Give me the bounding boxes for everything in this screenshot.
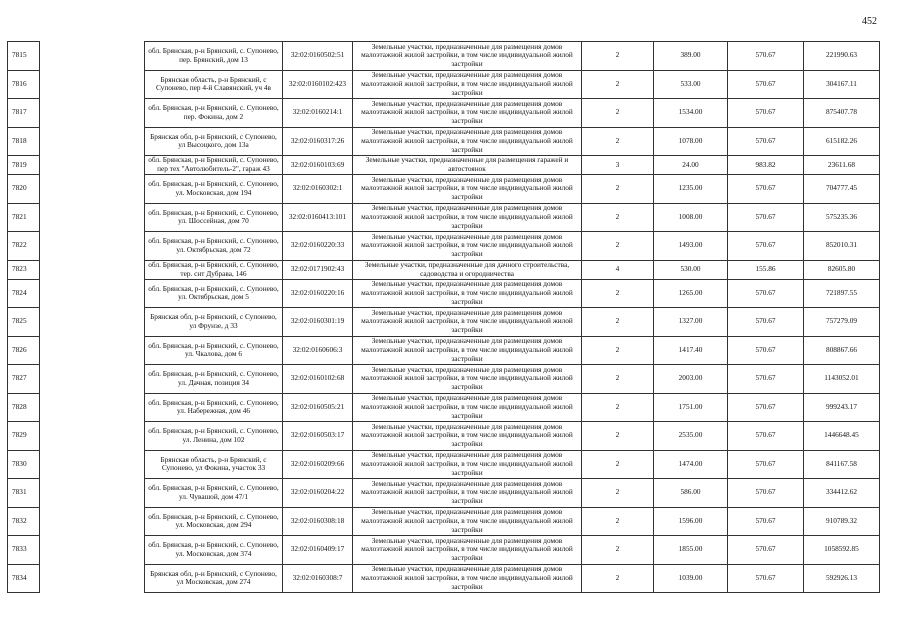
cell-spacer: [40, 175, 145, 204]
page-number: 452: [862, 16, 877, 27]
cell-group: 2: [582, 336, 654, 365]
cell-specific-value: 570.67: [728, 536, 804, 565]
table-row: [8, 232, 880, 261]
cell-group: 2: [582, 365, 654, 394]
table-row: [8, 279, 880, 308]
cell-row-number: 7831: [8, 479, 40, 508]
cell-specific-value: 155.86: [728, 260, 804, 279]
cell-cadastral-value: 1143052.01: [804, 365, 880, 394]
cell-group: 2: [582, 279, 654, 308]
cell-cadastral-number: 32:02:0160606:3: [283, 336, 353, 365]
cell-land-use-category: Земельные участки, предназначенные для размещения домов малоэтажной жилой застройки, в том числе индивидуальной жилой застройки: [353, 308, 582, 337]
cell-land-use-category: Земельные участки, предназначенные для размещения домов малоэтажной жилой застройки, в том числе индивидуальной жилой застройки: [353, 393, 582, 422]
cell-specific-value: 570.67: [728, 336, 804, 365]
cell-specific-value: 570.67: [728, 175, 804, 204]
cell-specific-value: 570.67: [728, 365, 804, 394]
cell-address: обл. Брянская, р-н Брянский, с. Супонево, ул. Шоссейная, дом 70: [145, 203, 283, 232]
cell-area: 1039.00: [654, 564, 728, 593]
cell-row-number: 7829: [8, 422, 40, 451]
cell-row-number: 7825: [8, 308, 40, 337]
cell-spacer: [40, 564, 145, 593]
cell-specific-value: 983.82: [728, 156, 804, 175]
cell-spacer: [40, 450, 145, 479]
cell-spacer: [40, 479, 145, 508]
table-row: [8, 536, 880, 565]
cell-area: 1417.40: [654, 336, 728, 365]
cell-specific-value: 570.67: [728, 279, 804, 308]
table-row: [8, 99, 880, 128]
cell-group: 2: [582, 536, 654, 565]
cell-specific-value: 570.67: [728, 99, 804, 128]
cell-address: обл. Брянская, р-н Брянский, с. Супонево, пер тех "Автолюбитель-2", гараж 43: [145, 156, 283, 175]
cell-area: 586.00: [654, 479, 728, 508]
cell-cadastral-number: 32:02:0171902:43: [283, 260, 353, 279]
table-row: [8, 336, 880, 365]
cell-group: 2: [582, 70, 654, 99]
cell-address: Брянская область, р-н Брянский, с Супонево, пер 4-й Славянский, уч 4в: [145, 70, 283, 99]
cell-specific-value: 570.67: [728, 393, 804, 422]
cell-group: 2: [582, 203, 654, 232]
cell-address: обл. Брянская, р-н Брянский, с. Супонево, ул. Московская, дом 194: [145, 175, 283, 204]
cell-spacer: [40, 308, 145, 337]
cell-area: 1235.00: [654, 175, 728, 204]
cell-row-number: 7816: [8, 70, 40, 99]
cell-area: 1855.00: [654, 536, 728, 565]
cell-land-use-category: Земельные участки, предназначенные для дачного строительства, садоводства и огородничества: [353, 260, 582, 279]
cell-group: 2: [582, 175, 654, 204]
cell-spacer: [40, 42, 145, 71]
cell-group: 2: [582, 42, 654, 71]
cell-specific-value: 570.67: [728, 422, 804, 451]
cell-group: 2: [582, 479, 654, 508]
cell-row-number: 7818: [8, 127, 40, 156]
cell-land-use-category: Земельные участки, предназначенные для размещения домов малоэтажной жилой застройки, в том числе индивидуальной жилой застройки: [353, 99, 582, 128]
table-row: [8, 507, 880, 536]
cell-cadastral-number: 32:02:0160204:22: [283, 479, 353, 508]
cell-cadastral-value: 704777.45: [804, 175, 880, 204]
cell-specific-value: 570.67: [728, 127, 804, 156]
cell-cadastral-number: 32:02:0160308:7: [283, 564, 353, 593]
cell-row-number: 7821: [8, 203, 40, 232]
cell-land-use-category: Земельные участки, предназначенные для размещения домов малоэтажной жилой застройки, в том числе индивидуальной жилой застройки: [353, 127, 582, 156]
cell-area: 1596.00: [654, 507, 728, 536]
cell-group: 2: [582, 127, 654, 156]
cell-cadastral-value: 721897.55: [804, 279, 880, 308]
cell-specific-value: 570.67: [728, 203, 804, 232]
cell-address: обл. Брянская, р-н Брянский, с. Супонево, ул. Ленина, дом 102: [145, 422, 283, 451]
cell-cadastral-number: 32:02:0160505:21: [283, 393, 353, 422]
cell-cadastral-value: 334412.62: [804, 479, 880, 508]
cell-cadastral-number: 32:02:0160102:423: [283, 70, 353, 99]
table-row: [8, 308, 880, 337]
cell-group: 4: [582, 260, 654, 279]
cell-group: 2: [582, 450, 654, 479]
cell-row-number: 7828: [8, 393, 40, 422]
cell-address: обл. Брянская, р-н Брянский, с. Супонево, ул. Московская, дом 294: [145, 507, 283, 536]
table-row: [8, 175, 880, 204]
cell-cadastral-number: 32:02:0160220:16: [283, 279, 353, 308]
cell-cadastral-number: 32:02:0160102:68: [283, 365, 353, 394]
cell-row-number: 7817: [8, 99, 40, 128]
cell-cadastral-number: 32:02:0160413:101: [283, 203, 353, 232]
cell-cadastral-number: 32:02:0160209:66: [283, 450, 353, 479]
table-body: [8, 42, 880, 593]
cell-land-use-category: Земельные участки, предназначенные для размещения домов малоэтажной жилой застройки, в том числе индивидуальной жилой застройки: [353, 365, 582, 394]
cell-group: 2: [582, 99, 654, 128]
table-row: [8, 564, 880, 593]
cell-cadastral-value: 841167.58: [804, 450, 880, 479]
cell-area: 530.00: [654, 260, 728, 279]
cell-row-number: 7833: [8, 536, 40, 565]
cell-cadastral-number: 32:02:0160220:33: [283, 232, 353, 261]
cell-spacer: [40, 507, 145, 536]
cell-address: обл. Брянская, р-н Брянский, с. Супонево, ул. Октябрьская, дом 72: [145, 232, 283, 261]
cell-address: Брянская обл, р-н Брянский, с Супонево, ул Московская, дом 274: [145, 564, 283, 593]
cell-area: 2535.00: [654, 422, 728, 451]
cell-address: обл. Брянская, р-н Брянский, с. Супонево, ул. Чкалова, дом 6: [145, 336, 283, 365]
cell-cadastral-value: 875407.78: [804, 99, 880, 128]
cell-cadastral-value: 304167.11: [804, 70, 880, 99]
cell-specific-value: 570.67: [728, 479, 804, 508]
cell-land-use-category: Земельные участки, предназначенные для размещения домов малоэтажной жилой застройки, в том числе индивидуальной жилой застройки: [353, 507, 582, 536]
cell-address: обл. Брянская, р-н Брянский, с. Супонево, тер. снт Дубрава, 146: [145, 260, 283, 279]
cell-cadastral-number: 32:02:0160317:26: [283, 127, 353, 156]
cell-cadastral-value: 999243.17: [804, 393, 880, 422]
table-row: [8, 479, 880, 508]
cell-row-number: 7822: [8, 232, 40, 261]
cell-address: обл. Брянская, р-н Брянский, с. Супонево, ул. Дачная, позиция 34: [145, 365, 283, 394]
cell-area: 389.00: [654, 42, 728, 71]
cell-spacer: [40, 156, 145, 175]
cell-cadastral-value: 592926.13: [804, 564, 880, 593]
cell-land-use-category: Земельные участки, предназначенные для размещения домов малоэтажной жилой застройки, в том числе индивидуальной жилой застройки: [353, 175, 582, 204]
cell-spacer: [40, 99, 145, 128]
cell-group: 2: [582, 422, 654, 451]
cell-cadastral-number: 32:02:0160502:51: [283, 42, 353, 71]
table-row: [8, 365, 880, 394]
cell-cadastral-value: 852010.31: [804, 232, 880, 261]
cell-group: 3: [582, 156, 654, 175]
cell-group: 2: [582, 507, 654, 536]
cell-spacer: [40, 422, 145, 451]
cell-group: 2: [582, 232, 654, 261]
cell-specific-value: 570.67: [728, 70, 804, 99]
cell-area: 1474.00: [654, 450, 728, 479]
cell-area: 1751.00: [654, 393, 728, 422]
cell-address: обл. Брянская, р-н Брянский, с. Супонево, ул. Октябрьская, дом 5: [145, 279, 283, 308]
cell-land-use-category: Земельные участки, предназначенные для размещения гаражей и автостоянок: [353, 156, 582, 175]
cell-spacer: [40, 203, 145, 232]
cell-spacer: [40, 127, 145, 156]
cell-land-use-category: Земельные участки, предназначенные для размещения домов малоэтажной жилой застройки, в том числе индивидуальной жилой застройки: [353, 279, 582, 308]
cell-area: 24.00: [654, 156, 728, 175]
table-row: [8, 42, 880, 71]
cell-address: обл. Брянская, р-н Брянский, с. Супонево, пер. Брянский, дом 13: [145, 42, 283, 71]
cell-area: 1534.00: [654, 99, 728, 128]
cell-cadastral-value: 1446648.45: [804, 422, 880, 451]
cell-group: 2: [582, 308, 654, 337]
table-row: [8, 393, 880, 422]
cell-specific-value: 570.67: [728, 564, 804, 593]
cell-row-number: 7819: [8, 156, 40, 175]
cell-spacer: [40, 232, 145, 261]
cell-cadastral-number: 32:02:0160302:1: [283, 175, 353, 204]
cell-row-number: 7827: [8, 365, 40, 394]
cell-area: 1493.00: [654, 232, 728, 261]
cell-area: 1327.00: [654, 308, 728, 337]
cell-cadastral-value: 82605.80: [804, 260, 880, 279]
cell-row-number: 7832: [8, 507, 40, 536]
cell-land-use-category: Земельные участки, предназначенные для размещения домов малоэтажной жилой застройки, в том числе индивидуальной жилой застройки: [353, 70, 582, 99]
table-row: [8, 260, 880, 279]
cell-land-use-category: Земельные участки, предназначенные для размещения домов малоэтажной жилой застройки, в том числе индивидуальной жилой застройки: [353, 564, 582, 593]
cell-cadastral-number: 32:02:0160214:1: [283, 99, 353, 128]
cell-cadastral-number: 32:02:0160308:18: [283, 507, 353, 536]
cell-group: 2: [582, 564, 654, 593]
cell-address: обл. Брянская, р-н Брянский, с. Супонево, ул. Московская, дом 374: [145, 536, 283, 565]
cell-cadastral-value: 910789.32: [804, 507, 880, 536]
cell-area: 1008.00: [654, 203, 728, 232]
cell-cadastral-value: 575235.36: [804, 203, 880, 232]
cell-address: Брянская обл, р-н Брянский, с Супонево, ул Фрунзе, д 33: [145, 308, 283, 337]
cell-land-use-category: Земельные участки, предназначенные для размещения домов малоэтажной жилой застройки, в том числе индивидуальной жилой застройки: [353, 42, 582, 71]
table-row: [8, 422, 880, 451]
cell-spacer: [40, 336, 145, 365]
cell-row-number: 7820: [8, 175, 40, 204]
cell-row-number: 7824: [8, 279, 40, 308]
cell-land-use-category: Земельные участки, предназначенные для размещения домов малоэтажной жилой застройки, в том числе индивидуальной жилой застройки: [353, 536, 582, 565]
cell-address: обл. Брянская, р-н Брянский, с. Супонево, ул. Набережная, дом 46: [145, 393, 283, 422]
table-row: [8, 203, 880, 232]
cell-specific-value: 570.67: [728, 450, 804, 479]
table-row: [8, 450, 880, 479]
cell-land-use-category: Земельные участки, предназначенные для размещения домов малоэтажной жилой застройки, в том числе индивидуальной жилой застройки: [353, 422, 582, 451]
cell-spacer: [40, 536, 145, 565]
cell-cadastral-value: 615182.26: [804, 127, 880, 156]
table-row: [8, 156, 880, 175]
cell-area: 2003.00: [654, 365, 728, 394]
table-row: [8, 127, 880, 156]
cell-specific-value: 570.67: [728, 507, 804, 536]
cell-cadastral-value: 23611.68: [804, 156, 880, 175]
cell-cadastral-value: 221990.63: [804, 42, 880, 71]
cell-spacer: [40, 393, 145, 422]
cell-row-number: 7815: [8, 42, 40, 71]
cell-specific-value: 570.67: [728, 232, 804, 261]
cell-area: 1078.00: [654, 127, 728, 156]
cell-spacer: [40, 279, 145, 308]
cell-cadastral-number: 32:02:0160503:17: [283, 422, 353, 451]
cell-specific-value: 570.67: [728, 308, 804, 337]
cell-land-use-category: Земельные участки, предназначенные для размещения домов малоэтажной жилой застройки, в том числе индивидуальной жилой застройки: [353, 479, 582, 508]
cell-address: Брянская область, р-н Брянский, с Супонево, ул Фокина, участок 33: [145, 450, 283, 479]
cadastral-value-table: [7, 41, 880, 593]
cell-land-use-category: Земельные участки, предназначенные для размещения домов малоэтажной жилой застройки, в том числе индивидуальной жилой застройки: [353, 203, 582, 232]
cell-cadastral-value: 808867.66: [804, 336, 880, 365]
cell-area: 533.00: [654, 70, 728, 99]
cell-address: обл. Брянская, р-н Брянский, с. Супонево, ул. Чувашой, дом 47/1: [145, 479, 283, 508]
cell-spacer: [40, 260, 145, 279]
cell-cadastral-value: 1058592.85: [804, 536, 880, 565]
cell-group: 2: [582, 393, 654, 422]
cell-address: Брянская обл, р-н Брянский, с Супонево, ул Высоцкого, дом 13а: [145, 127, 283, 156]
cell-spacer: [40, 70, 145, 99]
cell-cadastral-number: 32:02:0160301:19: [283, 308, 353, 337]
cell-land-use-category: Земельные участки, предназначенные для размещения домов малоэтажной жилой застройки, в том числе индивидуальной жилой застройки: [353, 232, 582, 261]
cell-land-use-category: Земельные участки, предназначенные для размещения домов малоэтажной жилой застройки, в том числе индивидуальной жилой застройки: [353, 336, 582, 365]
cell-specific-value: 570.67: [728, 42, 804, 71]
cell-cadastral-value: 757279.09: [804, 308, 880, 337]
cell-land-use-category: Земельные участки, предназначенные для размещения домов малоэтажной жилой застройки, в том числе индивидуальной жилой застройки: [353, 450, 582, 479]
cell-row-number: 7834: [8, 564, 40, 593]
cell-cadastral-number: 32:02:0160103:69: [283, 156, 353, 175]
cell-cadastral-number: 32:02:0160409:17: [283, 536, 353, 565]
cell-row-number: 7823: [8, 260, 40, 279]
table-row: [8, 70, 880, 99]
cell-spacer: [40, 365, 145, 394]
cell-address: обл. Брянская, р-н Брянский, с. Супонево, пер. Фокина, дом 2: [145, 99, 283, 128]
cell-area: 1265.00: [654, 279, 728, 308]
cell-row-number: 7826: [8, 336, 40, 365]
cell-row-number: 7830: [8, 450, 40, 479]
